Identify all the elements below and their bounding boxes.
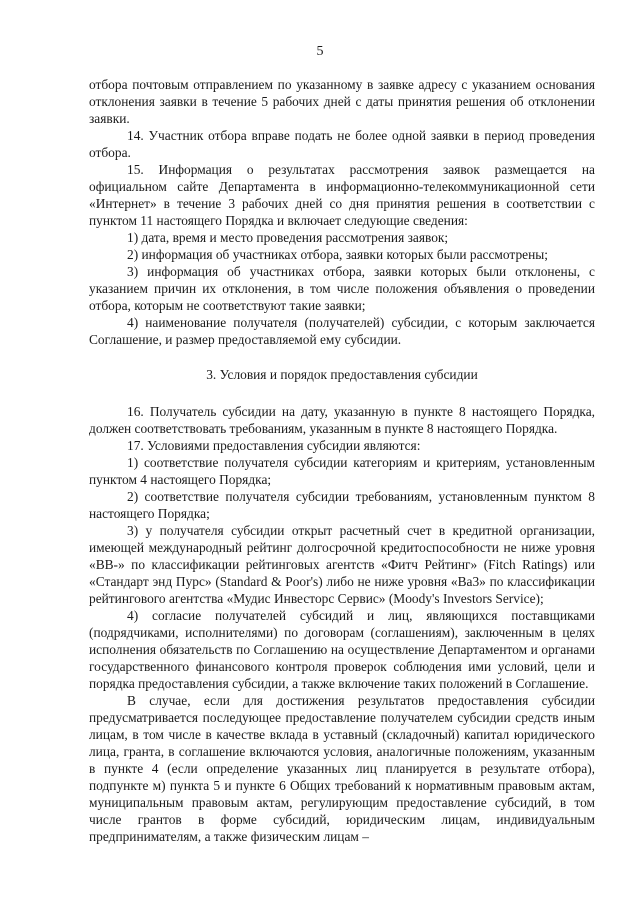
list-item: 1) соответствие получателя субсидии категориям и критериям, установленным пунктом 4 настоящего Порядка; <box>89 455 595 487</box>
paragraph: 14. Участник отбора вправе подать не более одной заявки в период проведения отбора. <box>89 128 595 160</box>
list-item: 3) информация об участниках отбора, заявки которых были отклонены, с указанием причин их отклонения, в том числе положения объявления о проведении отбора, которым не соответствуют такие заявки; <box>89 264 595 313</box>
section-heading: 3. Условия и порядок предоставления субсидии <box>206 367 478 382</box>
paragraph: 16. Получатель субсидии на дату, указанную в пункте 8 настоящего Порядка, должен соответствовать требованиям, указанным в пункте 8 настоящего Порядка. <box>89 404 595 436</box>
paragraph: В случае, если для достижения результатов предоставления субсидии предусматривается последующее предоставление получателем субсидии средств иным лицам, в том числе в качестве вклада в уставный (складочный) капитал юридического лица, гранта, в соглашение включаются условия, аналогичные положениям, указанным в пункте 4 (если определение указанных лиц планируется в результате отбора), подпункте м) пункта 5 и пункте 6 Общих требований к нормативным правовым актам, муниципальным правовым актам, регулирующим предоставление субсидий, в том числе грантов в форме субсидий, юридическим лицам, индивидуальным предпринимателям, а также физическим лицам – <box>89 693 595 844</box>
list-item: 1) дата, время и место проведения рассмотрения заявок; <box>127 230 449 245</box>
document-body <box>89 76 595 845</box>
list-item: 2) соответствие получателя субсидии требованиям, установленным пунктом 8 настоящего Порядка; <box>89 489 595 521</box>
list-item: 3) у получателя субсидии открыт расчетный счет в кредитной организации, имеющей международный рейтинг долгосрочной кредитоспособности не ниже уровня «BB-» по классификации рейтинговых агентств «Фитч Рейтинг» (Fitch Ratings) или «Стандарт энд Пурс» (Standard & Poor's) либо не ниже уровня «Ba3» по классификации рейтингового агентства «Мудис Инвесторс Сервис» (Moody's Investors Service); <box>89 523 595 606</box>
paragraph: 17. Условиями предоставления субсидии являются: <box>127 438 421 453</box>
page-number: 5 <box>316 44 324 59</box>
paragraph: отбора почтовым отправлением по указанному в заявке адресу с указанием основания отклонения заявки в течение 5 рабочих дней с даты принятия решения об отклонении заявки. <box>89 77 595 126</box>
list-item: 4) наименование получателя (получателей) субсидии, с которым заключается Соглашение, и размер предоставляемой ему субсидии. <box>89 315 595 347</box>
list-item: 2) информация об участниках отбора, заявки которых были рассмотрены; <box>127 247 548 262</box>
list-item: 4) согласие получателей субсидий и лиц, являющихся поставщиками (подрядчиками, исполнителями) по договорам (соглашениям), заключенным в целях исполнения обязательств по Соглашению на осуществление Департаментом и органами государственного финансового контроля проверок соблюдения ими условий, цели и порядка предоставления субсидии, а также включение таких положений в Соглашение. <box>89 608 595 691</box>
paragraph: 15. Информация о результатах рассмотрения заявок размещается на официальном сайте Департамента в информационно-телекоммуникационной сети «Интернет» в течение 3 рабочих дней со дня принятия решения в соответствии с пунктом 11 настоящего Порядка и включает следующие сведения: <box>89 162 595 228</box>
